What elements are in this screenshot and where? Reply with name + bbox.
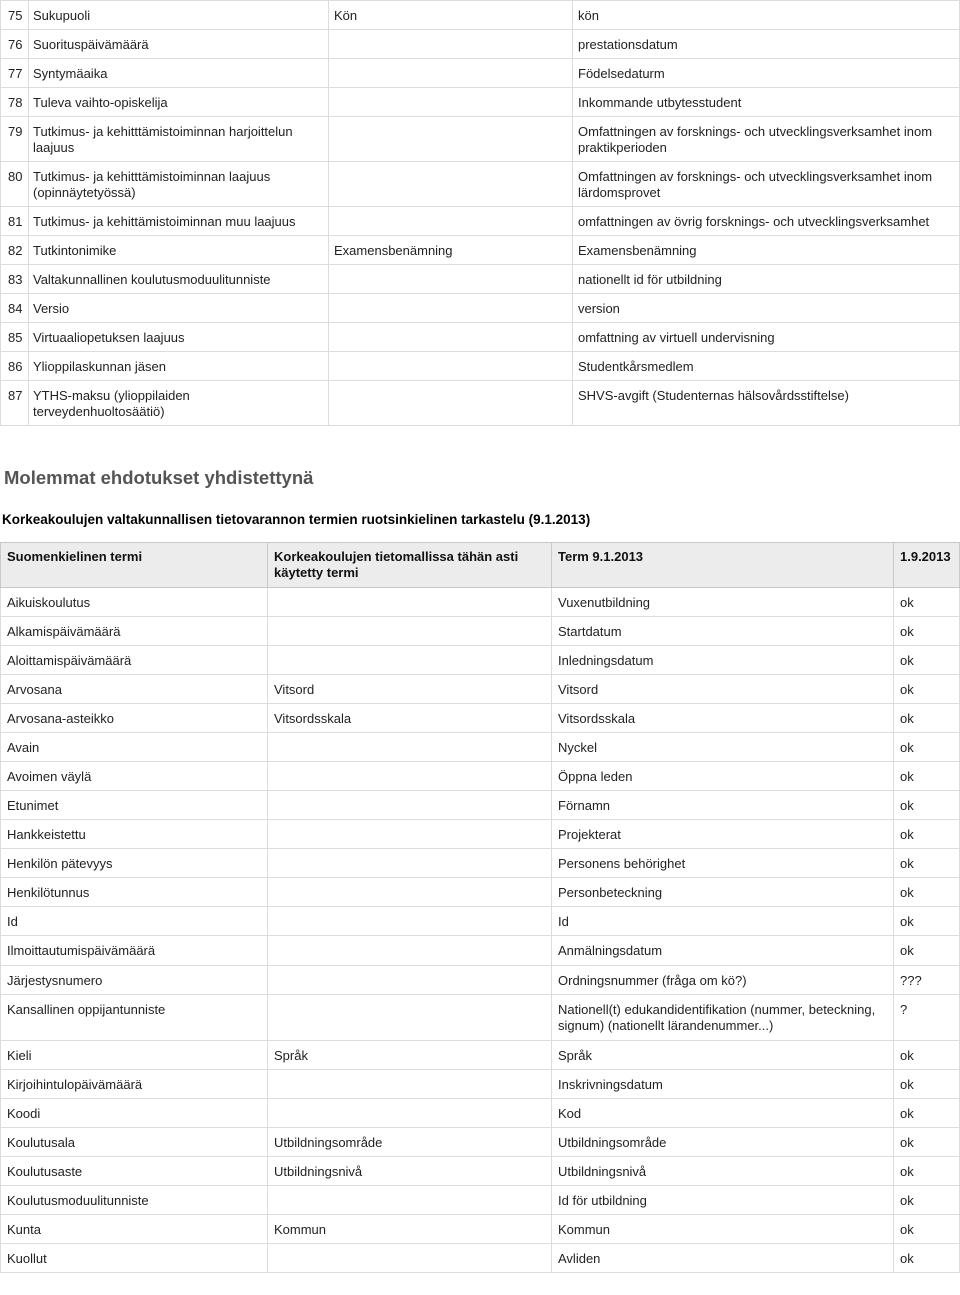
- finnish-term: Henkilön pätevyys: [1, 849, 268, 878]
- swedish-term: SHVS-avgift (Studenternas hälsovårdsstiftelse): [573, 381, 960, 426]
- finnish-term: Kunta: [1, 1215, 268, 1244]
- swedish-term: kön: [573, 1, 960, 30]
- table-row: [1, 849, 960, 878]
- table-row: [1, 1, 960, 30]
- swedish-term: Studentkårsmedlem: [573, 352, 960, 381]
- swedish-term: Förnamn: [552, 791, 894, 820]
- swedish-term: Id för utbildning: [552, 1186, 894, 1215]
- table-row: [1, 1041, 960, 1070]
- terms-table-part-1-body: [1, 1, 960, 426]
- review-status: ok: [894, 1099, 960, 1128]
- table-row: [1, 265, 960, 294]
- finnish-term: Tutkintonimike: [29, 236, 329, 265]
- swedish-term: Omfattningen av forsknings- och utvecklingsverksamhet inom praktikperioden: [573, 117, 960, 162]
- review-status: ok: [894, 820, 960, 849]
- finnish-term: Tutkimus- ja kehittämistoiminnan muu laajuus: [29, 207, 329, 236]
- table-row: [1, 995, 960, 1041]
- row-number: 84: [1, 294, 29, 323]
- swedish-term: omfattning av virtuell undervisning: [573, 323, 960, 352]
- swedish-term: Nationell(t) edukandidentifikation (nummer, beteckning, signum) (nationellt lärandenummer...): [552, 995, 894, 1041]
- row-number: 82: [1, 236, 29, 265]
- previous-term: [329, 323, 573, 352]
- table-row: [1, 907, 960, 936]
- swedish-term: Projekterat: [552, 820, 894, 849]
- previous-term: [268, 762, 552, 791]
- swedish-term: Examensbenämning: [573, 236, 960, 265]
- previous-term: [268, 820, 552, 849]
- previous-term: [329, 381, 573, 426]
- previous-term: [329, 352, 573, 381]
- finnish-term: Suorituspäivämäärä: [29, 30, 329, 59]
- review-status: ok: [894, 1070, 960, 1099]
- finnish-term: Tutkimus- ja kehitttämistoiminnan harjoittelun laajuus: [29, 117, 329, 162]
- table-row: [1, 1128, 960, 1157]
- previous-term: [329, 88, 573, 117]
- table-row: [1, 1157, 960, 1186]
- previous-term: [268, 588, 552, 617]
- table-row: [1, 617, 960, 646]
- previous-term: [268, 878, 552, 907]
- finnish-term: Koulutusala: [1, 1128, 268, 1157]
- previous-term: [268, 966, 552, 995]
- table-row: [1, 878, 960, 907]
- swedish-term: Vuxenutbildning: [552, 588, 894, 617]
- table-row: [1, 59, 960, 88]
- review-status: ok: [894, 762, 960, 791]
- table-row: [1, 1186, 960, 1215]
- finnish-term: Syntymäaika: [29, 59, 329, 88]
- row-number: 83: [1, 265, 29, 294]
- table-row: [1, 675, 960, 704]
- finnish-term: Valtakunnallinen koulutusmoduulitunniste: [29, 265, 329, 294]
- table-row: [1, 323, 960, 352]
- table-row: [1, 1244, 960, 1273]
- previous-term: [329, 117, 573, 162]
- finnish-term: Kansallinen oppijantunniste: [1, 995, 268, 1041]
- review-table-header: [1, 543, 960, 588]
- previous-term: Examensbenämning: [329, 236, 573, 265]
- swedish-term: Vitsordsskala: [552, 704, 894, 733]
- table-row: [1, 30, 960, 59]
- swedish-term: Vitsord: [552, 675, 894, 704]
- finnish-term: Ylioppilaskunnan jäsen: [29, 352, 329, 381]
- review-status: ok: [894, 588, 960, 617]
- review-status: ok: [894, 936, 960, 966]
- header-previous-term: Korkeakoulujen tietomallissa tähän asti käytetty termi: [268, 543, 552, 588]
- swedish-term: nationellt id för utbildning: [573, 265, 960, 294]
- finnish-term: Id: [1, 907, 268, 936]
- review-status: ok: [894, 791, 960, 820]
- swedish-term: Ordningsnummer (fråga om kö?): [552, 966, 894, 995]
- previous-term: Språk: [268, 1041, 552, 1070]
- header-status-2013-09-01: 1.9.2013: [894, 543, 960, 588]
- table-row: [1, 588, 960, 617]
- review-table-body: [1, 588, 960, 1273]
- table-row: [1, 117, 960, 162]
- previous-term: [268, 907, 552, 936]
- finnish-term: Arvosana-asteikko: [1, 704, 268, 733]
- swedish-term: Utbildningsområde: [552, 1128, 894, 1157]
- review-status: ?: [894, 995, 960, 1041]
- swedish-terms-review-table: [0, 542, 960, 1273]
- table-row: [1, 704, 960, 733]
- previous-term: Vitsord: [268, 675, 552, 704]
- previous-term: [268, 617, 552, 646]
- previous-term: [329, 265, 573, 294]
- swedish-term: Utbildningsnivå: [552, 1157, 894, 1186]
- finnish-term: Versio: [29, 294, 329, 323]
- finnish-term: Koulutusmoduulitunniste: [1, 1186, 268, 1215]
- table-row: [1, 791, 960, 820]
- previous-term: [268, 995, 552, 1041]
- row-number: 86: [1, 352, 29, 381]
- row-number: 87: [1, 381, 29, 426]
- row-number: 76: [1, 30, 29, 59]
- swedish-term: Anmälningsdatum: [552, 936, 894, 966]
- previous-term: [329, 207, 573, 236]
- row-number: 78: [1, 88, 29, 117]
- section-heading: Molemmat ehdotukset yhdistettynä: [4, 467, 314, 488]
- swedish-term: Kod: [552, 1099, 894, 1128]
- previous-term: Kommun: [268, 1215, 552, 1244]
- row-number: 81: [1, 207, 29, 236]
- review-status: ok: [894, 1157, 960, 1186]
- previous-term: Utbildningsområde: [268, 1128, 552, 1157]
- swedish-term: Id: [552, 907, 894, 936]
- review-status: ok: [894, 878, 960, 907]
- review-status: ok: [894, 675, 960, 704]
- row-number: 77: [1, 59, 29, 88]
- finnish-term: Arvosana: [1, 675, 268, 704]
- review-status: ok: [894, 849, 960, 878]
- review-status: ok: [894, 1128, 960, 1157]
- finnish-term: Avain: [1, 733, 268, 762]
- row-number: 85: [1, 323, 29, 352]
- table-row: [1, 762, 960, 791]
- finnish-term: Tuleva vaihto-opiskelija: [29, 88, 329, 117]
- swedish-term: prestationsdatum: [573, 30, 960, 59]
- previous-term: [268, 1244, 552, 1273]
- finnish-term: Koodi: [1, 1099, 268, 1128]
- finnish-term: YTHS-maksu (ylioppilaiden terveydenhuoltosäätiö): [29, 381, 329, 426]
- section-subtitle: Korkeakoulujen valtakunnallisen tietovarannon termien ruotsinkielinen tarkastelu (9.1.2013): [2, 512, 591, 527]
- finnish-term: Sukupuoli: [29, 1, 329, 30]
- finnish-term: Kieli: [1, 1041, 268, 1070]
- header-finnish-term: Suomenkielinen termi: [1, 543, 268, 588]
- finnish-term: Virtuaaliopetuksen laajuus: [29, 323, 329, 352]
- finnish-term: Aikuiskoulutus: [1, 588, 268, 617]
- finnish-term: Alkamispäivämäärä: [1, 617, 268, 646]
- header-term-2013-01-09: Term 9.1.2013: [552, 543, 894, 588]
- row-number: 80: [1, 162, 29, 207]
- previous-term: [268, 1070, 552, 1099]
- review-status: ok: [894, 646, 960, 675]
- table-row: [1, 236, 960, 265]
- previous-term: [268, 791, 552, 820]
- swedish-term: Nyckel: [552, 733, 894, 762]
- review-status: ok: [894, 733, 960, 762]
- review-status: ok: [894, 1215, 960, 1244]
- review-status: ok: [894, 907, 960, 936]
- finnish-term: Kuollut: [1, 1244, 268, 1273]
- table-row: [1, 733, 960, 762]
- row-number: 75: [1, 1, 29, 30]
- table-row: [1, 352, 960, 381]
- previous-term: [268, 1099, 552, 1128]
- previous-term: Vitsordsskala: [268, 704, 552, 733]
- swedish-term: Personens behörighet: [552, 849, 894, 878]
- table-row: [1, 1070, 960, 1099]
- table-row: [1, 381, 960, 426]
- swedish-term: Inskrivningsdatum: [552, 1070, 894, 1099]
- previous-term: [268, 1186, 552, 1215]
- previous-term: [329, 59, 573, 88]
- table-row: [1, 966, 960, 995]
- table-row: [1, 646, 960, 675]
- table-row: [1, 1215, 960, 1244]
- previous-term: [268, 733, 552, 762]
- previous-term: [268, 646, 552, 675]
- finnish-term: Ilmoittautumispäivämäärä: [1, 936, 268, 966]
- finnish-term: Kirjoihintulopäivämäärä: [1, 1070, 268, 1099]
- finnish-term: Järjestysnumero: [1, 966, 268, 995]
- finnish-term: Henkilötunnus: [1, 878, 268, 907]
- swedish-term: Födelsedaturm: [573, 59, 960, 88]
- previous-term: Utbildningsnivå: [268, 1157, 552, 1186]
- table-row: [1, 294, 960, 323]
- finnish-term: Aloittamispäivämäärä: [1, 646, 268, 675]
- table-row: [1, 88, 960, 117]
- review-status: ok: [894, 1041, 960, 1070]
- swedish-term: Avliden: [552, 1244, 894, 1273]
- review-status: ok: [894, 704, 960, 733]
- swedish-term: Inledningsdatum: [552, 646, 894, 675]
- previous-term: [268, 936, 552, 966]
- terms-table-part-1: [0, 0, 960, 426]
- swedish-term: version: [573, 294, 960, 323]
- swedish-term: Startdatum: [552, 617, 894, 646]
- row-number: 79: [1, 117, 29, 162]
- previous-term: Kön: [329, 1, 573, 30]
- previous-term: [329, 30, 573, 59]
- finnish-term: Avoimen väylä: [1, 762, 268, 791]
- table-row: [1, 207, 960, 236]
- previous-term: [329, 162, 573, 207]
- finnish-term: Tutkimus- ja kehitttämistoiminnan laajuus (opinnäytetyössä): [29, 162, 329, 207]
- finnish-term: Etunimet: [1, 791, 268, 820]
- previous-term: [268, 849, 552, 878]
- table-row: [1, 1099, 960, 1128]
- previous-term: [329, 294, 573, 323]
- swedish-term: Språk: [552, 1041, 894, 1070]
- review-status: ???: [894, 966, 960, 995]
- table-row: [1, 820, 960, 849]
- table-row: [1, 936, 960, 966]
- review-status: ok: [894, 617, 960, 646]
- swedish-term: Kommun: [552, 1215, 894, 1244]
- swedish-term: Öppna leden: [552, 762, 894, 791]
- header-row: [1, 543, 960, 588]
- review-status: ok: [894, 1244, 960, 1273]
- swedish-term: Inkommande utbytesstudent: [573, 88, 960, 117]
- review-status: ok: [894, 1186, 960, 1215]
- swedish-term: omfattningen av övrig forsknings- och utvecklingsverksamhet: [573, 207, 960, 236]
- finnish-term: Koulutusaste: [1, 1157, 268, 1186]
- table-row: [1, 162, 960, 207]
- finnish-term: Hankkeistettu: [1, 820, 268, 849]
- swedish-term: Omfattningen av forsknings- och utvecklingsverksamhet inom lärdomsprovet: [573, 162, 960, 207]
- swedish-term: Personbeteckning: [552, 878, 894, 907]
